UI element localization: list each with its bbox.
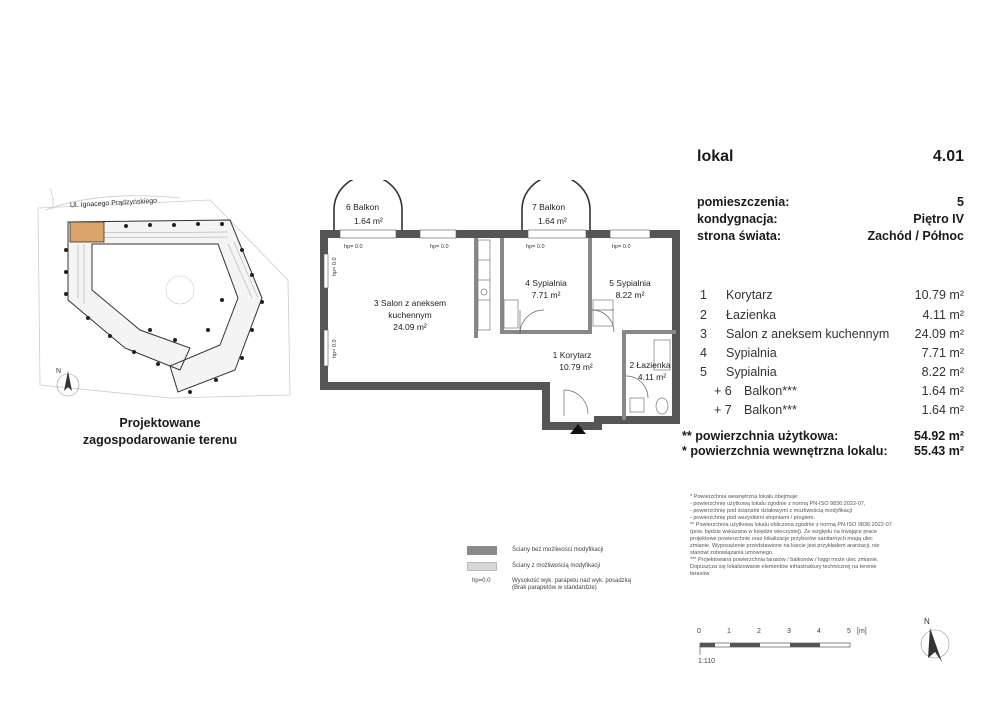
hp-label: hp= 0.0 [344, 244, 363, 250]
scale-tick-label: 2 [757, 628, 761, 635]
room-row: 4 Sypialnia 7.71 m² [700, 346, 964, 360]
hp-label: hp= 0.0 [612, 244, 631, 250]
interior-area-total: * powierzchnia wewnętrzna lokalu: 55.43 m² [682, 444, 964, 458]
room-3-title-line2: kuchennym [388, 310, 432, 320]
legend-swatch-modifiable-walls [467, 562, 497, 571]
site-caption-line1: Projektowane [119, 416, 201, 430]
balcony-7-area: 1.64 m² [538, 216, 567, 226]
hp-label-vertical: hp= 0.0 [332, 257, 338, 276]
street-name: Ul. Ignacego Prądzyńskiego [69, 197, 158, 210]
hp-label: hp= 0.0 [526, 244, 545, 250]
scale-tick-label: 3 [787, 628, 791, 635]
site-plan [30, 180, 300, 410]
floor-plan [310, 180, 690, 440]
legend-fixed-walls: Ściany bez możliwości modyfikacji [512, 547, 604, 553]
room-2-title: 2 Łazienka [629, 360, 671, 370]
north-arrow [910, 610, 960, 670]
legend-modifiable-walls: Ściany z możliwością modyfikacji [512, 563, 601, 569]
svg-text:N: N [56, 368, 62, 375]
room-1-title: 1 Korytarz [552, 350, 592, 360]
room-3-title: 3 Salon z aneksem [373, 298, 447, 308]
unit-number: 4.01 [932, 148, 964, 165]
scale-unit: [m] [857, 628, 867, 635]
room-5-title: 5 Sypialnia [609, 278, 651, 288]
site-north-arrow [56, 368, 79, 396]
meta-rooms-count: pomieszczenia: 5 [697, 195, 964, 209]
room-row: 1 Korytarz 10.79 m² [700, 288, 964, 302]
room-2-area: 4.11 m² [637, 372, 667, 382]
room-4-area: 7.71 m² [531, 290, 561, 300]
legend-hp-text: Wysokość wyk. parapetu nad wyk. posadzką (Brak parapetów w standardzie) [512, 578, 632, 591]
scale-ratio: 1:110 [698, 658, 715, 665]
site-plan-caption [60, 415, 260, 449]
building-footprint [68, 220, 262, 392]
balcony-6-title: 6 Balkon [346, 202, 380, 212]
legend-hp-symbol: hp=0.0 [472, 578, 491, 584]
room-row: 5 Sypialnia 8.22 m² [700, 365, 964, 379]
hp-label: hp= 0.0 [430, 244, 449, 250]
room-1-area: 10.79 m² [559, 362, 593, 372]
site-caption-line2: zagospodarowanie terenu [82, 433, 238, 447]
hp-label-vertical: hp= 0.0 [332, 339, 338, 358]
legend-swatch-fixed-walls [467, 546, 497, 555]
courtyard-plaza [166, 276, 194, 304]
room-3-area: 24.09 m² [393, 322, 427, 332]
balcony-6-area: 1.64 m² [354, 216, 383, 226]
unit-label: lokal [697, 148, 734, 165]
usable-area-total: ** powierzchnia użytkowa: 54.92 m² [682, 429, 964, 443]
meta-floor: kondygnacja: Piętro IV [697, 212, 964, 226]
scale-tick-label: 1 [727, 628, 731, 635]
room-row: + 7 Balkon*** 1.64 m² [714, 403, 964, 417]
highlighted-unit [70, 222, 104, 242]
scale-tick-label: 5 [847, 628, 851, 635]
room-row: + 6 Balkon*** 1.64 m² [714, 384, 964, 398]
room-4-title: 4 Sypialnia [525, 278, 567, 288]
balcony-7-title: 7 Balkon [532, 202, 566, 212]
kitchen-counter [478, 240, 490, 330]
svg-text:N: N [924, 617, 930, 626]
street-curve [50, 188, 53, 210]
scale-tick-label: 4 [817, 628, 821, 635]
room-row: 2 Łazienka 4.11 m² [700, 308, 964, 322]
meta-orientation: strona świata: Zachód / Północ [697, 229, 964, 243]
room-5-area: 8.22 m² [615, 290, 645, 300]
room-row: 3 Salon z aneksem kuchennym 24.09 m² [700, 327, 964, 341]
footnotes: * Powierzchnia wewnętrzna lokalu obejmuje: - powierzchnię użytkową lokalu zgodnie z normą PN-ISO 9836:2022-07, - powierzchnię pod ścianami działowymi z możliwością modyfikacji - powierzchnię pod wszystkimi stopniami / progiem. ** Powierzchnia użytkowa lokalu obliczona zgodnie z normą PN-ISO 9836:2022-07 (pow. będzie wskazana w księdze wieczystej). Ze względu na trwające prace projektowe powierzchnie oraz lokalizacje przyborów sanitarnych mogą ulec zmianie. Wyposażenie przedstawione na karcie jest przykładem aranżacji, nie stanowi zobowiązania umownego. *** Projektowana powierzchnia tarasów / balkonów / loggi może ulec zmianie. Dopuszcza się lokalizowanie elementów infrastruktury technicznej na terenie tarasów. [690, 494, 892, 577]
scale-tick-label: 0 [697, 628, 701, 635]
